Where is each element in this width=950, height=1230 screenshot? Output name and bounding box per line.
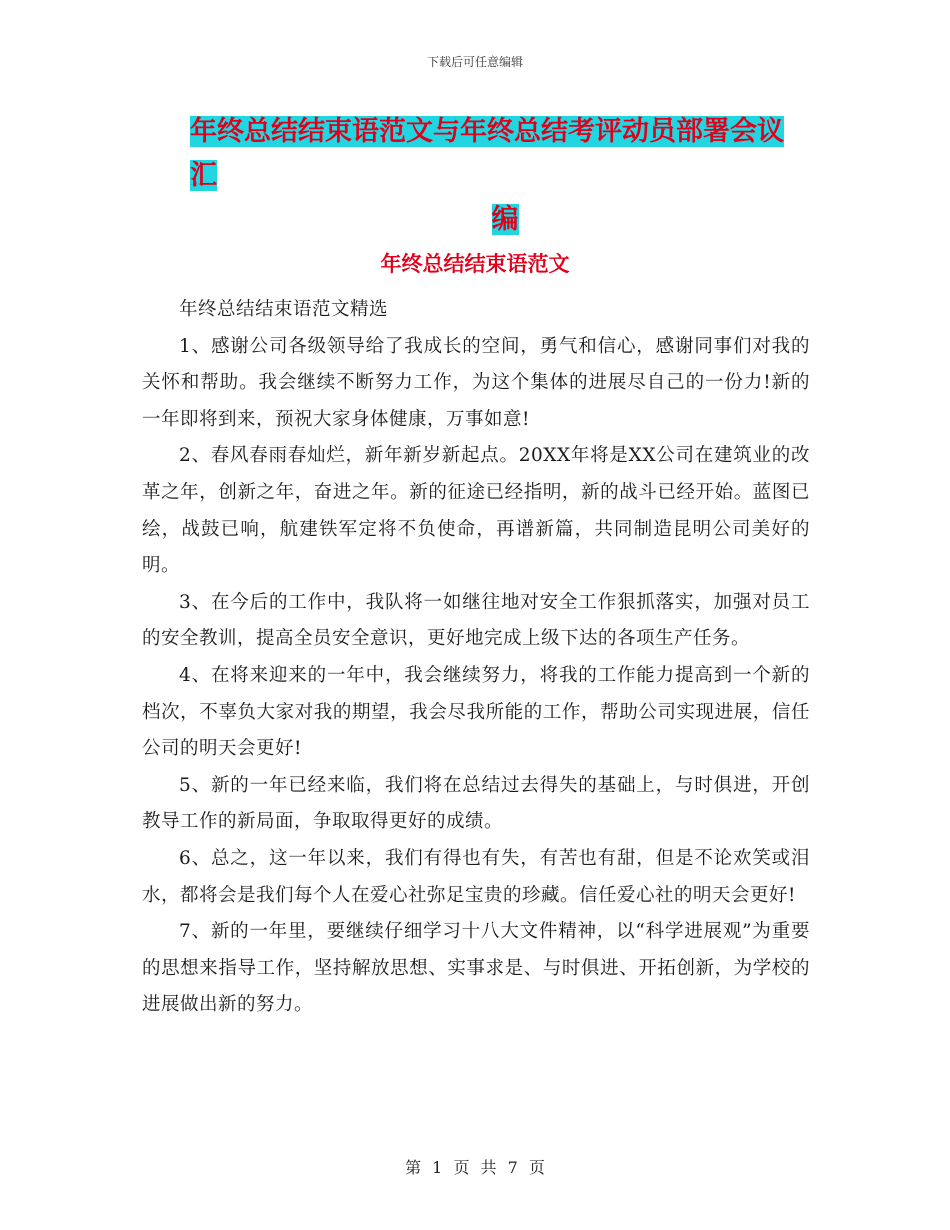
title-line-1: 年终总结结束语范文与年终总结考评动员部署会议汇 xyxy=(190,116,784,191)
paragraph-7: 7、新的一年里，要继续仔细学习十八大文件精神，以“科学进展观”为重要的思想来指导工作，坚持解放思想、实事求是、与时俱进、开拓创新，为学校的进展做出新的努力。 xyxy=(142,921,810,1016)
paragraph-2: 2、春风春雨春灿烂，新年新岁新起点。20XX年将是XX公司在建筑业的改革之年，创新之年，奋进之年。新的征途已经指明，新的战斗已经开始。蓝图已绘，战鼓已响，航建铁军定将不负使命，再谱新篇，共同制造昆明公司美好的明。 xyxy=(142,445,810,577)
document-title xyxy=(190,110,810,242)
title-line-2: 编 xyxy=(491,204,519,235)
paragraph-4: 4、在将来迎来的一年中，我会继续努力，将我的工作能力提高到一个新的档次，不辜负大家对我的期望，我会尽我所能的工作，帮助公司实现进展，信任公司的明天会更好! xyxy=(142,664,810,760)
paragraph-5: 5、新的一年已经来临，我们将在总结过去得失的基础上，与时俱进，开创教导工作的新局面，争取取得更好的成绩。 xyxy=(142,774,810,833)
page-footer: 第 1 页 共 7 页 xyxy=(405,1158,545,1177)
paragraph-6: 6、总之，这一年以来，我们有得也有失，有苦也有甜，但是不论欢笑或泪水，都将会是我们每个人在爱心社弥足宝贵的珍藏。信任爱心社的明天会更好! xyxy=(142,847,810,906)
header-note: 下载后可任意编辑 xyxy=(426,55,523,69)
body-text xyxy=(142,292,810,1024)
section-title: 年终总结结束语范文 xyxy=(380,252,570,276)
paragraph-1: 1、感谢公司各级领导给了我成长的空间，勇气和信心，感谢同事们对我的关怀和帮助。我会继续不断努力工作，为这个集体的进展尽自己的一份力!新的一年即将到来，预祝大家身体健康，万事如意! xyxy=(142,335,810,430)
paragraph-3: 3、在今后的工作中，我队将一如继往地对安全工作狠抓落实，加强对员工的安全教训，提高全员安全意识，更好地完成上级下达的各项生产任务。 xyxy=(142,591,810,650)
paragraph-intro: 年终总结结束语范文精选 xyxy=(179,299,389,320)
